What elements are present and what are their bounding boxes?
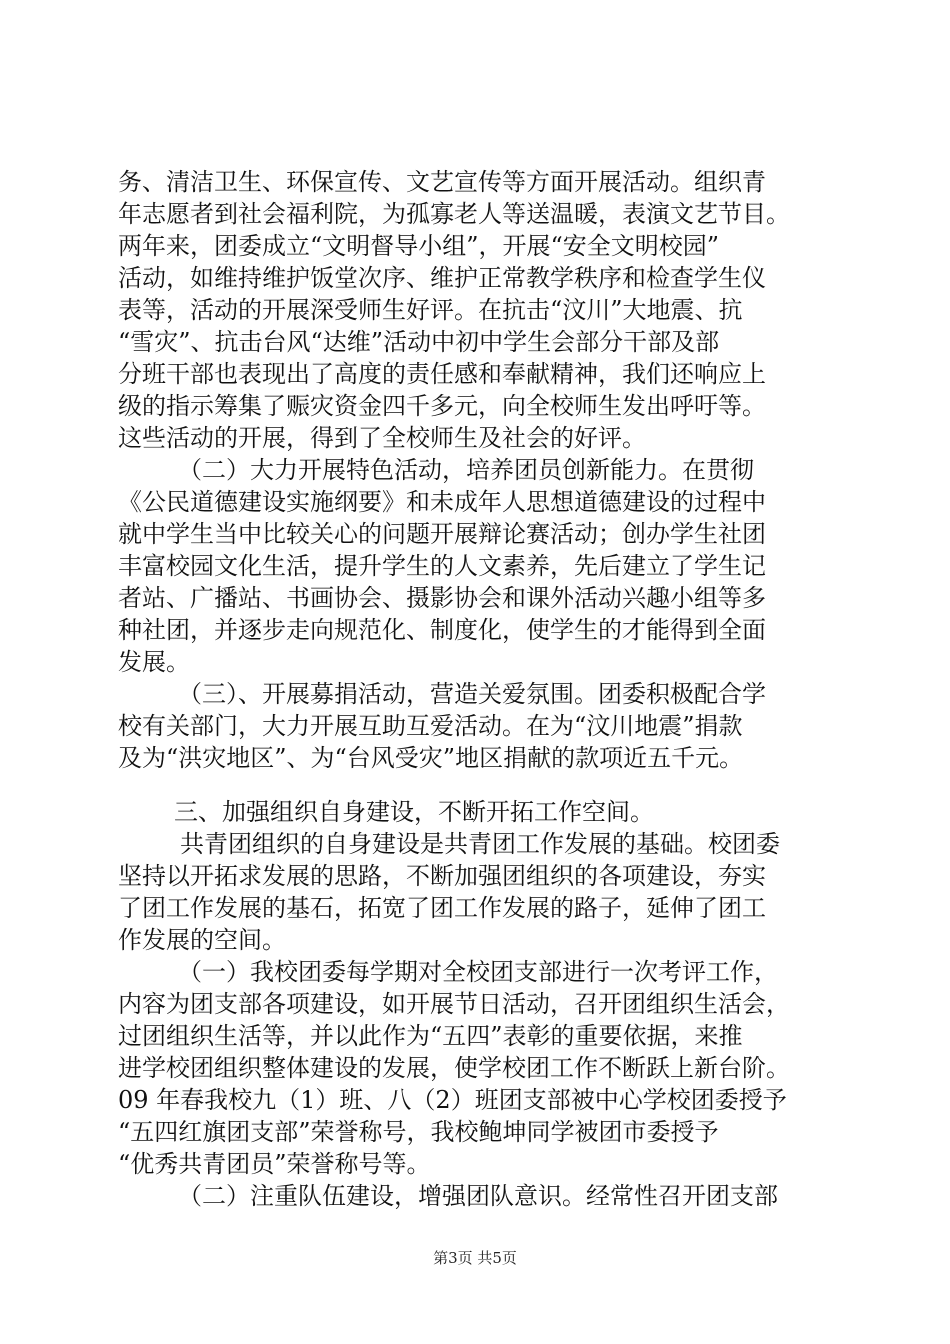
paragraph-start-line: （二）大力开展特色活动，培养团员创新能力。在贯彻 — [178, 456, 754, 484]
text-line: 《公民道德建设实施纲要》和未成年人思想道德建设的过程中 — [118, 488, 766, 516]
text-line: 两年来，团委成立“文明督导小组”，开展“安全文明校园” — [118, 232, 720, 260]
paragraph-start-line: （三）、开展募捐活动，营造关爱氛围。团委积极配合学 — [178, 680, 766, 708]
text-line: 了团工作发展的基石，拓宽了团工作发展的路子，延伸了团工 — [118, 894, 766, 922]
paragraph-start-line: （二）注重队伍建设，增强团队意识。经常性召开团支部 — [178, 1182, 778, 1210]
text-line: 09 年春我校九（1）班、八（2）班团支部被中心学校团委授予 — [118, 1086, 787, 1114]
text-line: 作发展的空间。 — [118, 926, 286, 954]
text-line: 这些活动的开展，得到了全校师生及社会的好评。 — [118, 424, 646, 452]
text-line: 务、清洁卫生、环保宣传、文艺宣传等方面开展活动。组织青 — [118, 168, 766, 196]
text-line: “五四红旗团支部”荣誉称号，我校鲍坤同学被团市委授予 — [118, 1118, 719, 1146]
text-line: 者站、广播站、书画协会、摄影协会和课外活动兴趣小组等多 — [118, 584, 766, 612]
text-line: 表等，活动的开展深受师生好评。在抗击“汶川”大地震、抗 — [118, 296, 743, 324]
body-text — [118, 166, 838, 1212]
text-line: “雪灾”、抗击台风“达维”活动中初中学生会部分干部及部 — [118, 328, 720, 356]
text-line: 分班干部也表现出了高度的责任感和奉献精神，我们还响应上 — [118, 360, 766, 388]
section-heading: 三、加强组织自身建设，不断开拓工作空间。 — [174, 798, 654, 826]
text-line: “优秀共青团员”荣誉称号等。 — [118, 1150, 431, 1178]
text-line: 内容为团支部各项建设，如开展节日活动，召开团组织生活会， — [118, 990, 790, 1018]
text-line: 坚持以开拓求发展的思路，不断加强团组织的各项建设，夯实 — [118, 862, 766, 890]
text-line: 校有关部门，大力开展互助互爱活动。在为“汶川地震”捐款 — [118, 712, 743, 740]
page-number-footer: 第3页 共5页 — [433, 1249, 517, 1267]
text-line: 级的指示筹集了赈灾资金四千多元，向全校师生发出呼吁等。 — [118, 392, 766, 420]
text-line: 进学校团组织整体建设的发展，使学校团工作不断跃上新台阶。 — [118, 1054, 790, 1082]
paragraph-start-line: （一）我校团委每学期对全校团支部进行一次考评工作， — [178, 958, 778, 986]
text-line: 过团组织生活等，并以此作为“五四”表彰的重要依据，来推 — [118, 1022, 743, 1050]
text-line: 发展。 — [118, 648, 190, 676]
text-line: 种社团，并逐步走向规范化、制度化，使学生的才能得到全面 — [118, 616, 766, 644]
text-line: 就中学生当中比较关心的问题开展辩论赛活动；创办学生社团 — [118, 520, 766, 548]
paragraph-start-line: 共青团组织的自身建设是共青团工作发展的基础。校团委 — [180, 830, 780, 858]
text-line: 年志愿者到社会福利院，为孤寡老人等送温暖，表演文艺节目。 — [118, 200, 790, 228]
text-line: 及为“洪灾地区”、为“台风受灾”地区捐献的款项近五千元。 — [118, 744, 744, 772]
paragraph-gap — [118, 774, 838, 796]
text-line: 丰富校园文化生活，提升学生的人文素养，先后建立了学生记 — [118, 552, 766, 580]
text-line: 活动，如维持维护饭堂次序、维护正常教学秩序和检查学生仪 — [118, 264, 766, 292]
